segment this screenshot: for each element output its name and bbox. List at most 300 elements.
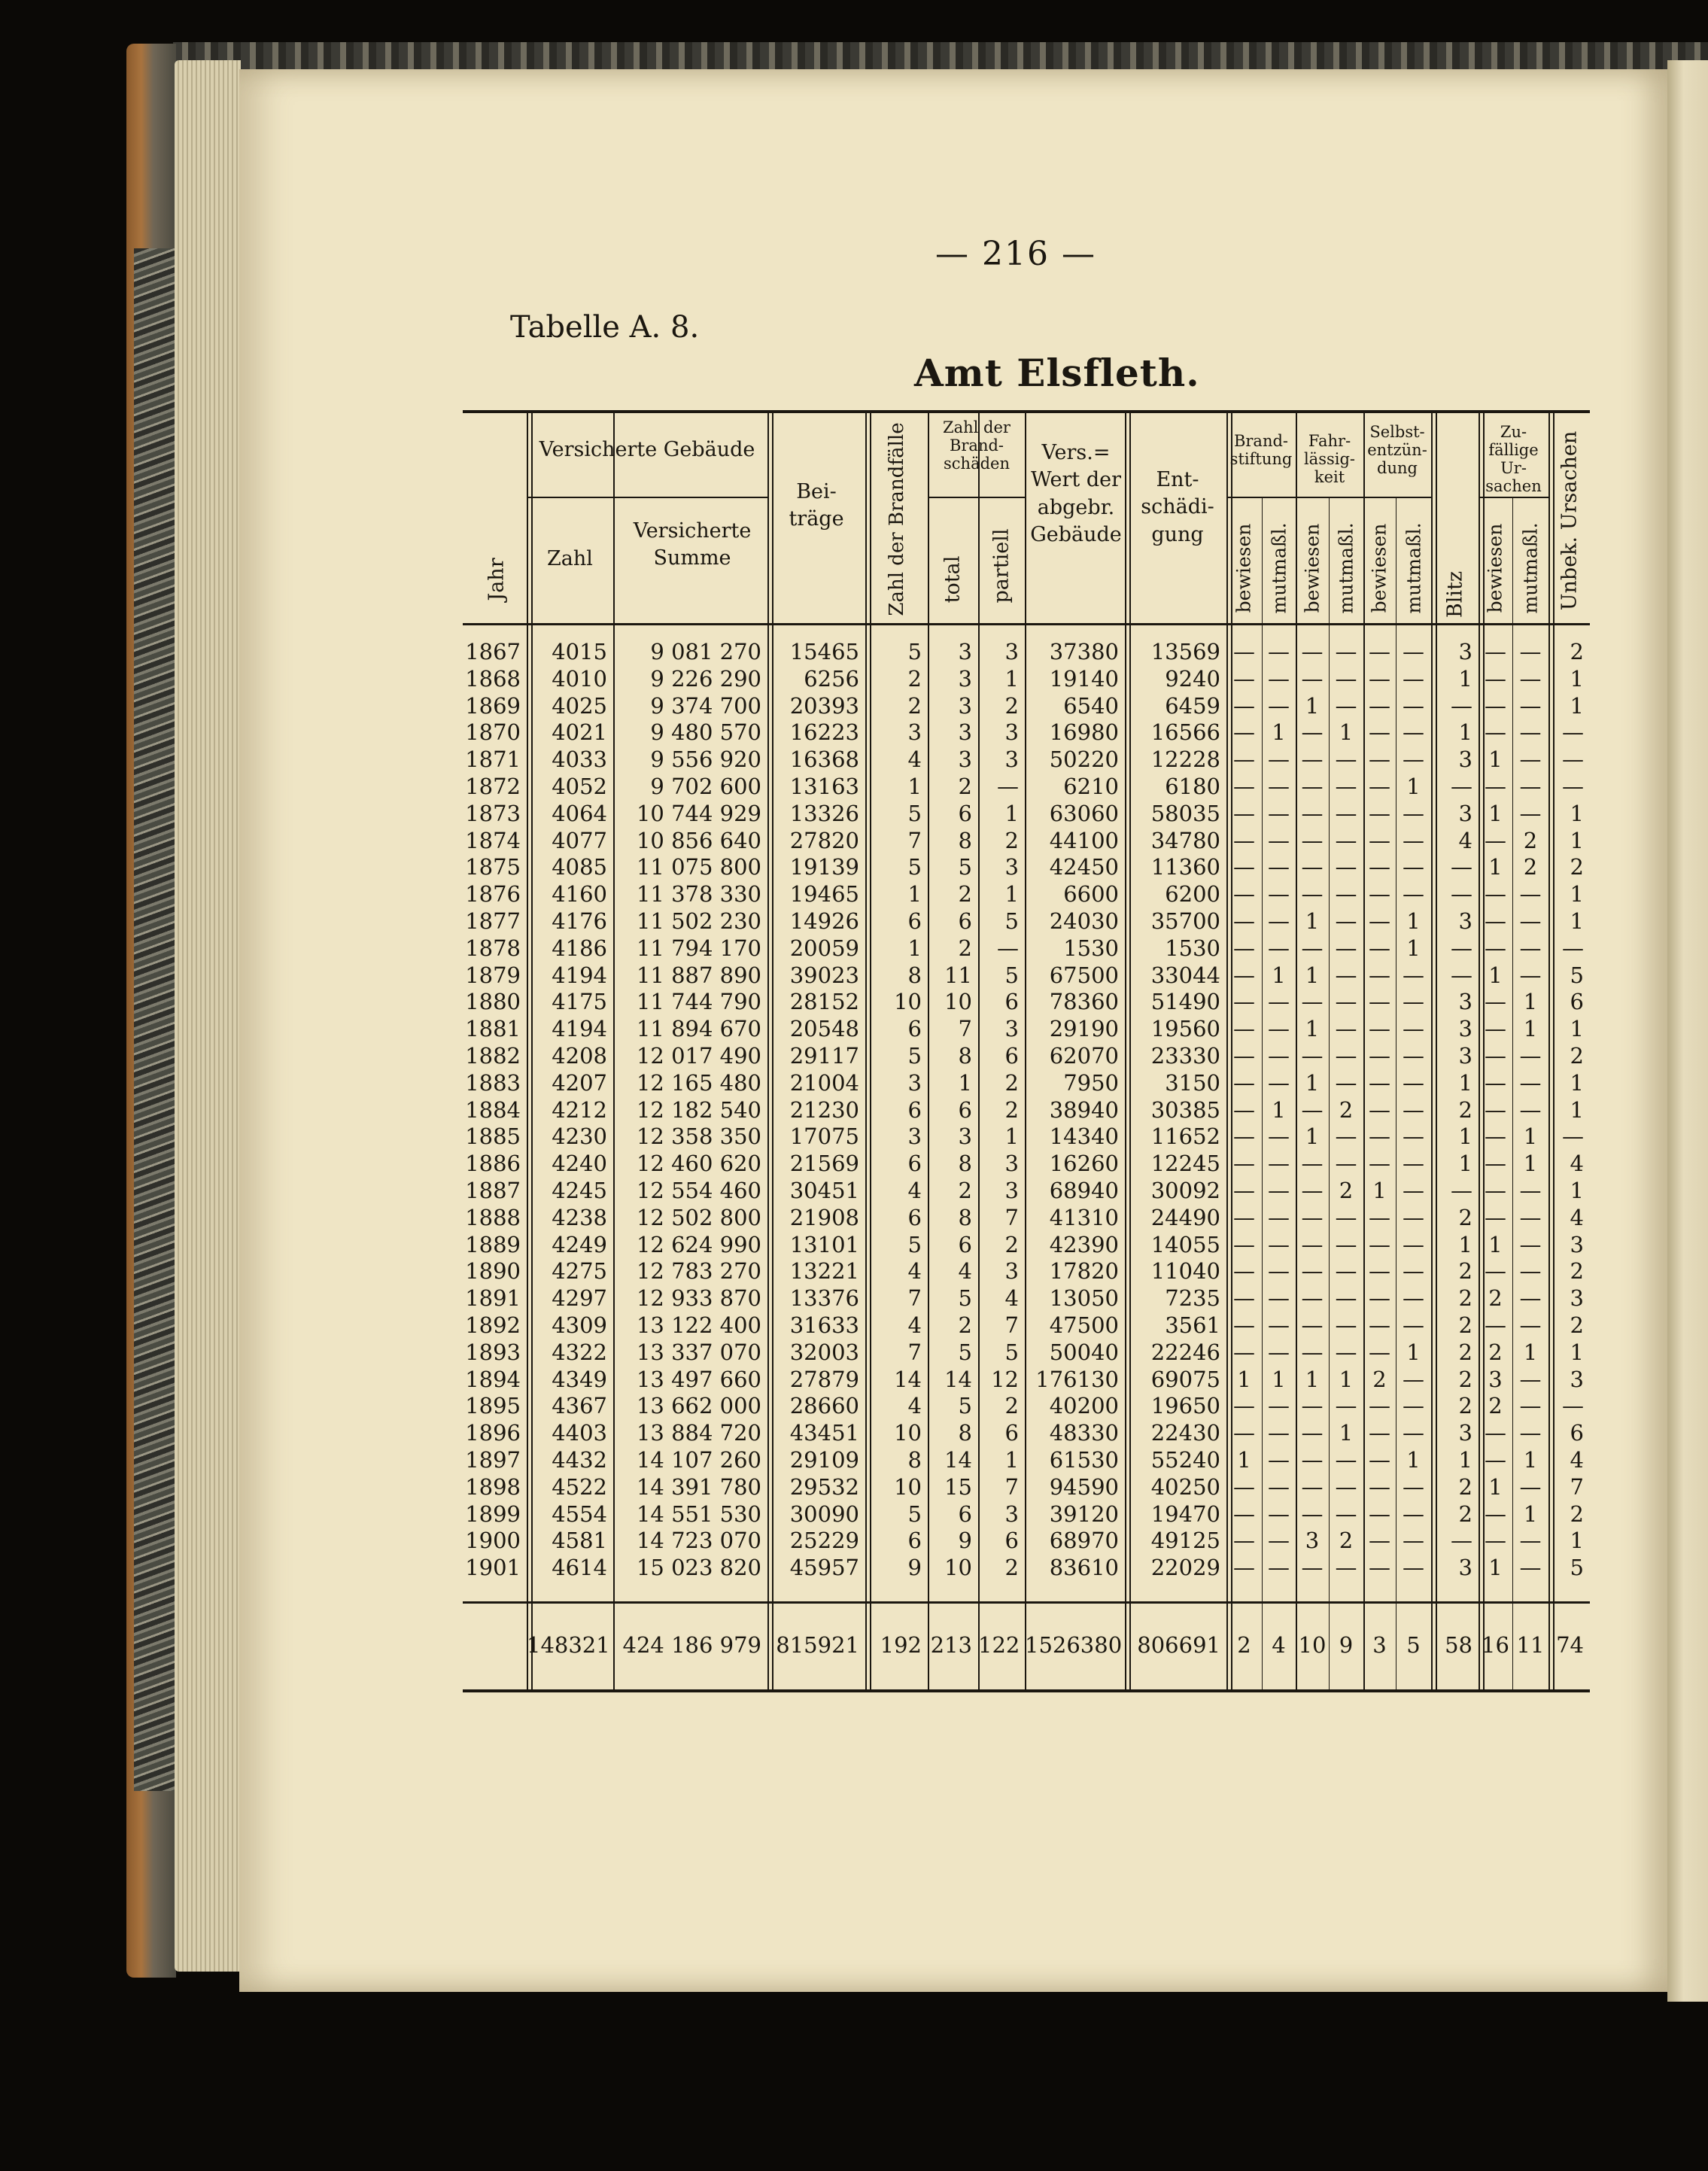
cell-entschaedigung: 51490 xyxy=(1150,989,1220,1015)
cell-jahr: 1874 xyxy=(465,827,521,853)
cell-zufaellig-mutmasslich: 2 xyxy=(1523,854,1538,880)
cell-jahr: 1898 xyxy=(465,1473,521,1500)
cell-fahrlaessigkeit-bewiesen: — xyxy=(1301,1204,1324,1230)
cell-beitraege: 43451 xyxy=(789,1420,859,1446)
cell-selbstentzuendung-mutmasslich: — xyxy=(1403,1285,1424,1312)
cell-fahrlaessigkeit-mutmasslich: 1 xyxy=(1339,1420,1354,1446)
cell-selbstentzuendung-mutmasslich: — xyxy=(1403,1501,1424,1527)
cell-blitz: 2 xyxy=(1458,1258,1472,1285)
cell-unbekannt: 5 xyxy=(1570,1555,1584,1581)
cell-fahrlaessigkeit-bewiesen: — xyxy=(1301,827,1324,853)
cell-beitraege: 13376 xyxy=(789,1285,859,1312)
cell-blitz: — xyxy=(1451,935,1472,961)
cell-brandfaelle: 1 xyxy=(907,881,922,908)
cell-fahrlaessigkeit-bewiesen: — xyxy=(1301,1178,1324,1203)
cell-vers-wert: 44100 xyxy=(1049,827,1119,853)
cell-total: 8 xyxy=(958,1420,972,1446)
cell-brandstiftung-mutmasslich: — xyxy=(1268,692,1290,719)
cell-brandstiftung-bewiesen: 1 xyxy=(1237,1366,1251,1392)
cell-beitraege: 13101 xyxy=(789,1231,859,1257)
cell-fahrlaessigkeit-mutmasslich: — xyxy=(1335,1393,1357,1419)
cell-selbstentzuendung-bewiesen: — xyxy=(1369,827,1390,853)
cell-beitraege: 28152 xyxy=(789,989,859,1015)
cell-brandstiftung-bewiesen: — xyxy=(1233,692,1255,719)
cell-total: 3 xyxy=(958,639,972,664)
cell-fahrlaessigkeit-mutmasslich: — xyxy=(1335,1285,1357,1312)
cell-zahl: 4309 xyxy=(552,1312,607,1338)
cell-partiell: 7 xyxy=(1004,1312,1019,1338)
cell-selbstentzuendung-bewiesen: 2 xyxy=(1372,1366,1387,1392)
cell-entschaedigung: 22029 xyxy=(1150,1555,1220,1581)
cell-zahl: 4367 xyxy=(552,1393,607,1419)
cell-selbstentzuendung-mutmasslich: — xyxy=(1403,854,1424,880)
cell-zufaellig-mutmasslich: — xyxy=(1519,746,1542,773)
cell-zahl: 4349 xyxy=(552,1366,607,1392)
cell-vers-wert: 48330 xyxy=(1049,1420,1119,1446)
header-brandstiftung: Brandstiftung xyxy=(1229,432,1293,469)
cell-zufaellig-bewiesen: 3 xyxy=(1488,1366,1503,1392)
cell-fahrlaessigkeit-bewiesen: — xyxy=(1301,1043,1324,1069)
cell-beitraege: 21908 xyxy=(789,1204,859,1230)
cell-jahr: 1896 xyxy=(465,1420,521,1446)
cell-unbekannt: 3 xyxy=(1570,1285,1584,1312)
cell-zufaellig-mutmasslich: — xyxy=(1519,1312,1542,1338)
cell-blitz: 1 xyxy=(1458,1124,1472,1150)
cell-summe: 13 662 000 xyxy=(636,1393,761,1419)
cell-brandstiftung-mutmasslich: — xyxy=(1268,1016,1290,1042)
cell-zufaellig-mutmasslich: — xyxy=(1519,908,1542,934)
cell-brandstiftung-mutmasslich: — xyxy=(1268,1069,1290,1096)
cell-selbstentzuendung-mutmasslich: — xyxy=(1403,800,1424,826)
cell-total: 3 xyxy=(958,719,972,746)
cell-jahr: 1872 xyxy=(465,774,521,799)
cell-zahl: 4614 xyxy=(552,1555,607,1581)
cell-fahrlaessigkeit-mutmasslich: — xyxy=(1335,1069,1357,1096)
cell-zahl: 4015 xyxy=(552,639,607,664)
total-entschaedigung: 806691 xyxy=(1137,1632,1220,1658)
cell-brandstiftung-bewiesen: — xyxy=(1233,962,1255,988)
cell-summe: 14 391 780 xyxy=(636,1473,761,1500)
cell-entschaedigung: 49125 xyxy=(1150,1528,1220,1554)
cell-vers-wert: 13050 xyxy=(1049,1285,1119,1312)
cell-entschaedigung: 19650 xyxy=(1150,1393,1220,1419)
cell-zahl: 4240 xyxy=(552,1151,607,1177)
cell-entschaedigung: 23330 xyxy=(1150,1043,1220,1069)
cell-partiell: 2 xyxy=(1004,1231,1019,1257)
cell-fahrlaessigkeit-bewiesen: — xyxy=(1301,935,1324,961)
cell-vers-wert: 24030 xyxy=(1049,908,1119,934)
cell-fahrlaessigkeit-bewiesen: — xyxy=(1301,854,1324,880)
cell-selbstentzuendung-mutmasslich: — xyxy=(1403,1096,1424,1123)
cell-summe: 10 856 640 xyxy=(636,827,761,853)
cell-zufaellig-mutmasslich: — xyxy=(1519,1420,1542,1446)
cell-selbstentzuendung-bewiesen: — xyxy=(1369,1231,1390,1257)
cell-unbekannt: 4 xyxy=(1570,1204,1584,1230)
cell-brandfaelle: 8 xyxy=(907,962,922,988)
cell-vers-wert: 50040 xyxy=(1049,1339,1119,1365)
cell-zufaellig-bewiesen: — xyxy=(1485,989,1506,1015)
cell-fahrlaessigkeit-mutmasslich: 2 xyxy=(1339,1096,1354,1123)
cell-summe: 12 460 620 xyxy=(636,1151,761,1177)
cell-total: 9 xyxy=(958,1528,972,1554)
cell-vers-wert: 78360 xyxy=(1049,989,1119,1015)
cell-selbstentzuendung-bewiesen: 1 xyxy=(1372,1178,1387,1203)
total-summe: 424 186 979 xyxy=(622,1632,761,1658)
cell-zufaellig-mutmasslich: — xyxy=(1519,1393,1542,1419)
cell-total: 5 xyxy=(958,1339,972,1365)
cell-entschaedigung: 19470 xyxy=(1150,1501,1220,1527)
cell-zufaellig-bewiesen: — xyxy=(1485,1096,1506,1123)
cell-zahl: 4186 xyxy=(552,935,607,961)
cell-brandstiftung-bewiesen: — xyxy=(1233,774,1255,799)
cell-fahrlaessigkeit-bewiesen: — xyxy=(1301,1473,1324,1500)
cell-brandfaelle: 1 xyxy=(907,774,922,799)
cell-jahr: 1892 xyxy=(465,1312,521,1338)
cell-jahr: 1873 xyxy=(465,800,521,826)
cell-brandstiftung-mutmasslich: — xyxy=(1268,989,1290,1015)
cell-summe: 12 358 350 xyxy=(636,1124,761,1150)
cell-entschaedigung: 3561 xyxy=(1165,1312,1220,1338)
cell-partiell: 5 xyxy=(1004,962,1019,988)
cell-beitraege: 21230 xyxy=(789,1096,859,1123)
cell-zahl: 4194 xyxy=(552,962,607,988)
cell-fahrlaessigkeit-bewiesen: 1 xyxy=(1305,908,1320,934)
cell-zufaellig-mutmasslich: — xyxy=(1519,881,1542,908)
cell-blitz: — xyxy=(1451,1178,1472,1203)
cell-summe: 13 497 660 xyxy=(636,1366,761,1392)
cell-fahrlaessigkeit-mutmasslich: — xyxy=(1335,639,1357,664)
cell-summe: 11 887 890 xyxy=(636,962,761,988)
cell-selbstentzuendung-bewiesen: — xyxy=(1369,800,1390,826)
cell-partiell: 5 xyxy=(1004,908,1019,934)
cell-brandstiftung-bewiesen: — xyxy=(1233,1393,1255,1419)
cell-blitz: — xyxy=(1451,962,1472,988)
cell-beitraege: 15465 xyxy=(789,639,859,664)
cell-summe: 12 933 870 xyxy=(636,1285,761,1312)
cell-zufaellig-mutmasslich: — xyxy=(1519,665,1542,692)
cell-entschaedigung: 69075 xyxy=(1150,1366,1220,1392)
cell-selbstentzuendung-bewiesen: — xyxy=(1369,692,1390,719)
cell-brandstiftung-bewiesen: — xyxy=(1233,1178,1255,1203)
cell-selbstentzuendung-bewiesen: — xyxy=(1369,639,1390,664)
cell-fahrlaessigkeit-mutmasslich: — xyxy=(1335,665,1357,692)
cell-zufaellig-bewiesen: — xyxy=(1485,1420,1506,1446)
cell-total: 7 xyxy=(958,1016,972,1042)
cell-entschaedigung: 22430 xyxy=(1150,1420,1220,1446)
cell-brandfaelle: 7 xyxy=(907,827,922,853)
cell-total: 8 xyxy=(958,827,972,853)
cell-fahrlaessigkeit-mutmasslich: — xyxy=(1335,746,1357,773)
cell-selbstentzuendung-bewiesen: — xyxy=(1369,1285,1390,1312)
cell-brandstiftung-bewiesen: — xyxy=(1233,1555,1255,1581)
cell-zahl: 4033 xyxy=(552,746,607,773)
cell-blitz: 3 xyxy=(1458,1420,1472,1446)
cell-unbekannt: 1 xyxy=(1570,1178,1584,1203)
cell-selbstentzuendung-mutmasslich: — xyxy=(1403,746,1424,773)
cell-selbstentzuendung-mutmasslich: — xyxy=(1403,1420,1424,1446)
cell-zufaellig-mutmasslich: — xyxy=(1519,1285,1542,1312)
cell-zahl: 4085 xyxy=(552,854,607,880)
cell-brandfaelle: 3 xyxy=(907,1124,922,1150)
cell-total: 8 xyxy=(958,1043,972,1069)
cell-jahr: 1877 xyxy=(465,908,521,934)
cell-total: 2 xyxy=(958,935,972,961)
cell-fahrlaessigkeit-mutmasslich: — xyxy=(1335,1231,1357,1257)
cell-zufaellig-bewiesen: — xyxy=(1485,1069,1506,1096)
cell-fahrlaessigkeit-bewiesen: 1 xyxy=(1305,1016,1320,1042)
versicherte-gebaeude-rule xyxy=(527,497,767,498)
cell-beitraege: 16368 xyxy=(789,746,859,773)
cell-selbstentzuendung-bewiesen: — xyxy=(1369,1555,1390,1581)
cell-zufaellig-mutmasslich: — xyxy=(1519,800,1542,826)
cell-total: 10 xyxy=(944,989,972,1015)
cell-fahrlaessigkeit-mutmasslich: 1 xyxy=(1339,1366,1354,1392)
cell-jahr: 1895 xyxy=(465,1393,521,1419)
cell-brandstiftung-mutmasslich: — xyxy=(1268,908,1290,934)
cell-brandstiftung-mutmasslich: — xyxy=(1268,1178,1290,1203)
cell-jahr: 1881 xyxy=(465,1016,521,1042)
cell-partiell: 1 xyxy=(1004,1447,1019,1473)
cell-entschaedigung: 30092 xyxy=(1150,1178,1220,1203)
total-brandstiftung-bewiesen: 2 xyxy=(1237,1632,1251,1658)
cell-unbekannt: 1 xyxy=(1570,908,1584,934)
cell-summe: 11 794 170 xyxy=(636,935,761,961)
page-edges xyxy=(175,60,241,1972)
cell-summe: 15 023 820 xyxy=(636,1555,761,1581)
cell-zahl: 4322 xyxy=(552,1339,607,1365)
cell-selbstentzuendung-mutmasslich: — xyxy=(1403,1555,1424,1581)
cell-vers-wert: 41310 xyxy=(1049,1204,1119,1230)
cell-selbstentzuendung-mutmasslich: 1 xyxy=(1406,1339,1421,1365)
cell-brandfaelle: 6 xyxy=(907,1151,922,1177)
cell-blitz: 3 xyxy=(1458,1555,1472,1581)
cell-brandstiftung-bewiesen: — xyxy=(1233,1312,1255,1338)
cell-summe: 10 744 929 xyxy=(636,800,761,826)
cell-partiell: 12 xyxy=(991,1366,1019,1392)
cell-zufaellig-mutmasslich: 1 xyxy=(1523,1016,1538,1042)
cell-selbstentzuendung-mutmasslich: 1 xyxy=(1406,774,1421,799)
cell-brandstiftung-mutmasslich: — xyxy=(1268,827,1290,853)
cell-total: 6 xyxy=(958,1096,972,1123)
cell-unbekannt: 1 xyxy=(1570,665,1584,692)
fahr-rule xyxy=(1296,497,1363,498)
cell-fahrlaessigkeit-mutmasslich: — xyxy=(1335,1043,1357,1069)
cell-entschaedigung: 6200 xyxy=(1165,881,1220,908)
cell-brandstiftung-bewiesen: — xyxy=(1233,1258,1255,1285)
cell-fahrlaessigkeit-mutmasslich: — xyxy=(1335,1016,1357,1042)
cell-jahr: 1867 xyxy=(465,639,521,664)
cell-unbekannt: 4 xyxy=(1570,1447,1584,1473)
cell-fahrlaessigkeit-bewiesen: 1 xyxy=(1305,1124,1320,1150)
cell-jahr: 1887 xyxy=(465,1178,521,1203)
cell-fahrlaessigkeit-bewiesen: 1 xyxy=(1305,1366,1320,1392)
cell-zufaellig-mutmasslich: — xyxy=(1519,1204,1542,1230)
cell-partiell: — xyxy=(997,935,1019,961)
cell-zufaellig-mutmasslich: — xyxy=(1519,692,1542,719)
cell-unbekannt: 2 xyxy=(1570,639,1584,664)
cell-unbekannt: 2 xyxy=(1570,1043,1584,1069)
cell-fahrlaessigkeit-mutmasslich: — xyxy=(1335,881,1357,908)
cell-unbekannt: 1 xyxy=(1570,1069,1584,1096)
cell-jahr: 1875 xyxy=(465,854,521,880)
cell-summe: 12 182 540 xyxy=(636,1096,761,1123)
cell-brandstiftung-bewiesen: — xyxy=(1233,1069,1255,1096)
header-mutmasslich: mutmaßl. xyxy=(1519,522,1542,614)
cell-brandfaelle: 2 xyxy=(907,665,922,692)
cell-blitz: 1 xyxy=(1458,1151,1472,1177)
cell-fahrlaessigkeit-mutmasslich: — xyxy=(1335,962,1357,988)
cell-blitz: 2 xyxy=(1458,1204,1472,1230)
cell-zufaellig-bewiesen: — xyxy=(1485,827,1506,853)
cell-zahl: 4275 xyxy=(552,1258,607,1285)
cell-fahrlaessigkeit-bewiesen: — xyxy=(1301,1447,1324,1473)
cell-selbstentzuendung-mutmasslich: — xyxy=(1403,1528,1424,1554)
cell-summe: 11 502 230 xyxy=(636,908,761,934)
cell-beitraege: 20548 xyxy=(789,1016,859,1042)
total-selbstentzuendung-mutmasslich: 5 xyxy=(1406,1632,1421,1658)
header-blitz: Blitz xyxy=(1443,570,1467,619)
cell-partiell: 3 xyxy=(1004,1178,1019,1203)
cell-summe: 11 744 790 xyxy=(636,989,761,1015)
cell-jahr: 1889 xyxy=(465,1231,521,1257)
cell-selbstentzuendung-mutmasslich: — xyxy=(1403,1312,1424,1338)
cell-zufaellig-bewiesen: 1 xyxy=(1488,962,1503,988)
cell-brandstiftung-mutmasslich: — xyxy=(1268,1555,1290,1581)
book-cover-top xyxy=(173,42,1708,72)
cell-fahrlaessigkeit-mutmasslich: 2 xyxy=(1339,1178,1354,1203)
total-jahr xyxy=(463,1631,521,1659)
cell-total: 6 xyxy=(958,800,972,826)
cell-brandfaelle: 10 xyxy=(894,1473,922,1500)
cell-beitraege: 19465 xyxy=(789,881,859,908)
cell-blitz: — xyxy=(1451,774,1472,799)
header-entschaedigung: Entschädigung xyxy=(1141,468,1214,546)
cell-total: 8 xyxy=(958,1204,972,1230)
cell-fahrlaessigkeit-mutmasslich: — xyxy=(1335,989,1357,1015)
cell-brandstiftung-mutmasslich: — xyxy=(1268,1043,1290,1069)
cell-entschaedigung: 24490 xyxy=(1150,1204,1220,1230)
cell-selbstentzuendung-mutmasslich: — xyxy=(1403,881,1424,908)
cell-summe: 13 122 400 xyxy=(636,1312,761,1338)
cell-brandstiftung-mutmasslich: — xyxy=(1268,665,1290,692)
cell-partiell: 2 xyxy=(1004,1069,1019,1096)
cell-jahr: 1899 xyxy=(465,1501,521,1527)
cell-zufaellig-mutmasslich: — xyxy=(1519,719,1542,746)
cell-vers-wert: 6540 xyxy=(1063,692,1119,719)
cell-fahrlaessigkeit-bewiesen: — xyxy=(1301,1151,1324,1177)
total-brandfaelle: 192 xyxy=(880,1632,922,1658)
brandschaeden-rule xyxy=(928,497,1025,498)
cell-selbstentzuendung-bewiesen: — xyxy=(1369,1258,1390,1285)
cell-unbekannt: — xyxy=(1562,1124,1584,1150)
cell-fahrlaessigkeit-mutmasslich: — xyxy=(1335,1151,1357,1177)
cell-zahl: 4581 xyxy=(552,1528,607,1554)
cell-fahrlaessigkeit-bewiesen: — xyxy=(1301,1096,1324,1123)
district-title: Amt Elsfleth. xyxy=(914,351,1200,395)
cell-fahrlaessigkeit-bewiesen: — xyxy=(1301,719,1324,746)
cell-vers-wert: 14340 xyxy=(1049,1124,1119,1150)
cell-brandstiftung-mutmasslich: — xyxy=(1268,881,1290,908)
cell-total: 15 xyxy=(944,1473,972,1500)
cell-zufaellig-bewiesen: — xyxy=(1485,908,1506,934)
cell-jahr: 1894 xyxy=(465,1366,521,1392)
cell-brandstiftung-bewiesen: — xyxy=(1233,1043,1255,1069)
cell-brandstiftung-mutmasslich: — xyxy=(1268,1312,1290,1338)
cell-summe: 14 723 070 xyxy=(636,1528,761,1554)
cell-selbstentzuendung-bewiesen: — xyxy=(1369,1096,1390,1123)
cell-zufaellig-bewiesen: 1 xyxy=(1488,1555,1503,1581)
cell-jahr: 1884 xyxy=(465,1096,521,1123)
cell-beitraege: 39023 xyxy=(789,962,859,988)
cell-zufaellig-mutmasslich: 1 xyxy=(1523,1124,1538,1150)
total-total: 213 xyxy=(930,1632,972,1658)
cell-unbekannt: — xyxy=(1562,1393,1584,1419)
cell-zufaellig-bewiesen: 1 xyxy=(1488,800,1503,826)
cell-partiell: 1 xyxy=(1004,1124,1019,1150)
cell-zufaellig-bewiesen: — xyxy=(1485,1043,1506,1069)
header-versicherte-gebaeude: Versicherte Gebäude xyxy=(539,438,755,461)
cell-partiell: 7 xyxy=(1004,1473,1019,1500)
cell-jahr: 1897 xyxy=(465,1447,521,1473)
cell-zufaellig-mutmasslich: — xyxy=(1519,1258,1542,1285)
total-unbekannt: 74 xyxy=(1556,1632,1584,1658)
cell-jahr: 1893 xyxy=(465,1339,521,1365)
cell-vers-wert: 16260 xyxy=(1049,1151,1119,1177)
header-partiell: partiell xyxy=(989,528,1014,604)
total-brandstiftung-mutmasslich: 4 xyxy=(1272,1632,1286,1658)
cell-partiell: 3 xyxy=(1004,746,1019,773)
body-bottom-rule xyxy=(463,1601,1590,1604)
cell-vers-wert: 7950 xyxy=(1063,1069,1119,1096)
cell-zahl: 4025 xyxy=(552,692,607,719)
cell-selbstentzuendung-bewiesen: — xyxy=(1369,1312,1390,1338)
cell-brandstiftung-mutmasslich: — xyxy=(1268,1339,1290,1365)
cell-brandstiftung-mutmasslich: — xyxy=(1268,1473,1290,1500)
header-mutmasslich: mutmaßl. xyxy=(1403,522,1425,614)
cell-beitraege: 30451 xyxy=(789,1178,859,1203)
cell-vers-wert: 68970 xyxy=(1049,1528,1119,1554)
total-zufaellig-mutmasslich: 11 xyxy=(1516,1632,1545,1658)
total-beitraege: 815921 xyxy=(776,1632,859,1658)
cell-selbstentzuendung-bewiesen: — xyxy=(1369,1447,1390,1473)
cell-brandstiftung-bewiesen: — xyxy=(1233,827,1255,853)
cell-jahr: 1870 xyxy=(465,719,521,746)
cell-selbstentzuendung-bewiesen: — xyxy=(1369,1528,1390,1554)
cell-selbstentzuendung-mutmasslich: 1 xyxy=(1406,935,1421,961)
cell-total: 5 xyxy=(958,854,972,880)
cell-beitraege: 14926 xyxy=(789,908,859,934)
cell-zufaellig-bewiesen: — xyxy=(1485,1124,1506,1150)
cell-vers-wert: 62070 xyxy=(1049,1043,1119,1069)
cell-zufaellig-bewiesen: — xyxy=(1485,1016,1506,1042)
cell-summe: 9 556 920 xyxy=(650,746,761,773)
cell-entschaedigung: 22246 xyxy=(1150,1339,1220,1365)
cell-beitraege: 25229 xyxy=(789,1528,859,1554)
cell-fahrlaessigkeit-mutmasslich: — xyxy=(1335,854,1357,880)
cell-total: 2 xyxy=(958,774,972,799)
cell-summe: 11 378 330 xyxy=(636,881,761,908)
cell-brandfaelle: 5 xyxy=(907,1043,922,1069)
cell-brandfaelle: 4 xyxy=(907,746,922,773)
cell-brandstiftung-mutmasslich: — xyxy=(1268,1528,1290,1554)
cell-unbekannt: 2 xyxy=(1570,1312,1584,1338)
cell-selbstentzuendung-bewiesen: — xyxy=(1369,1069,1390,1096)
cell-brandfaelle: 10 xyxy=(894,1420,922,1446)
cell-brandstiftung-bewiesen: — xyxy=(1233,1231,1255,1257)
cell-blitz: 1 xyxy=(1458,1231,1472,1257)
cell-jahr: 1876 xyxy=(465,881,521,908)
cell-zahl: 4064 xyxy=(552,800,607,826)
